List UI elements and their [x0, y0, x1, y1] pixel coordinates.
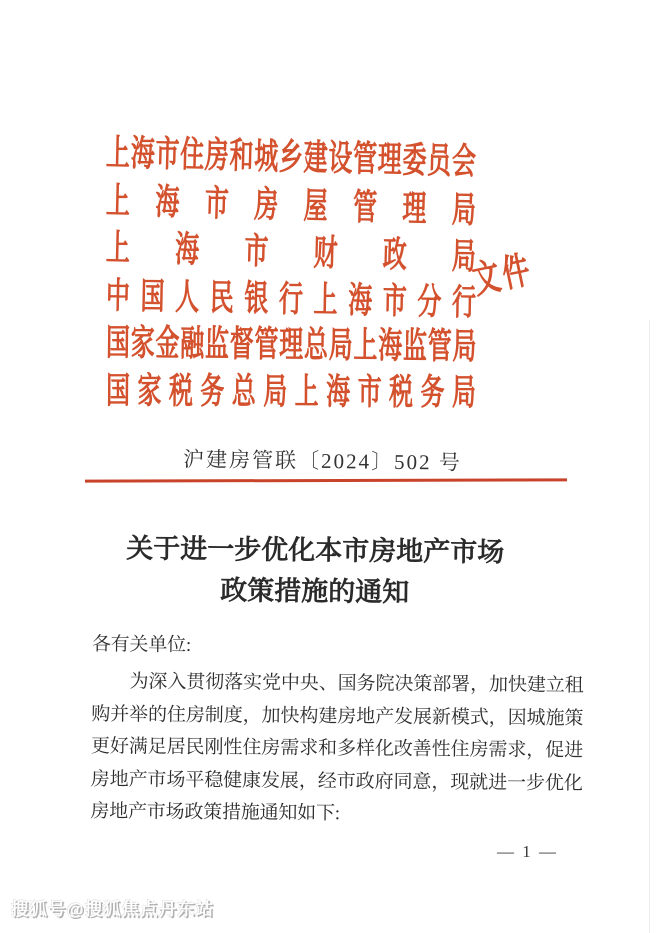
body-paragraph: 为深入贯彻落实党中央、国务院决策部署，加快建立租购并举的住房制度，加快构建房地产发展新模式，因城施策更好满足居民刚性住房需求和多样化改善性住房需求，促进房地产市场平稳健康发展，经市政府同意，现就进一步优化房地产市场政策措施通知如下: [90, 671, 584, 825]
file-type-label: 文件 [469, 248, 537, 302]
document-body [90, 629, 584, 833]
agency-name: 国家金融监督管理总局上海监管局 [105, 323, 477, 368]
document-number: 沪建房管联〔2024〕502 号 [182, 447, 462, 475]
page-number: — 1 — [497, 842, 558, 861]
agency-name: 国家税务总局上海市税务局 [105, 370, 477, 414]
salutation: 各有关单位: [91, 633, 192, 656]
header-divider-line [85, 478, 567, 482]
agency-name: 上海市财政局 [105, 228, 477, 278]
agency-name: 中国人民银行上海市分行 [105, 275, 477, 324]
agency-name: 上海市住房和城乡建设管理委员会 [105, 133, 477, 183]
document-title [0, 527, 630, 616]
sohu-watermark: 搜狐号@搜狐焦点丹东站 [11, 899, 215, 919]
document-title-line2: 政策措施的通知 [220, 575, 410, 608]
red-header-agencies [106, 130, 476, 415]
agency-name: 上海市房屋管理局 [105, 180, 477, 231]
page-edge-line [649, 320, 650, 933]
document-title-line1: 关于进一步优化本市房地产市场 [126, 533, 505, 568]
